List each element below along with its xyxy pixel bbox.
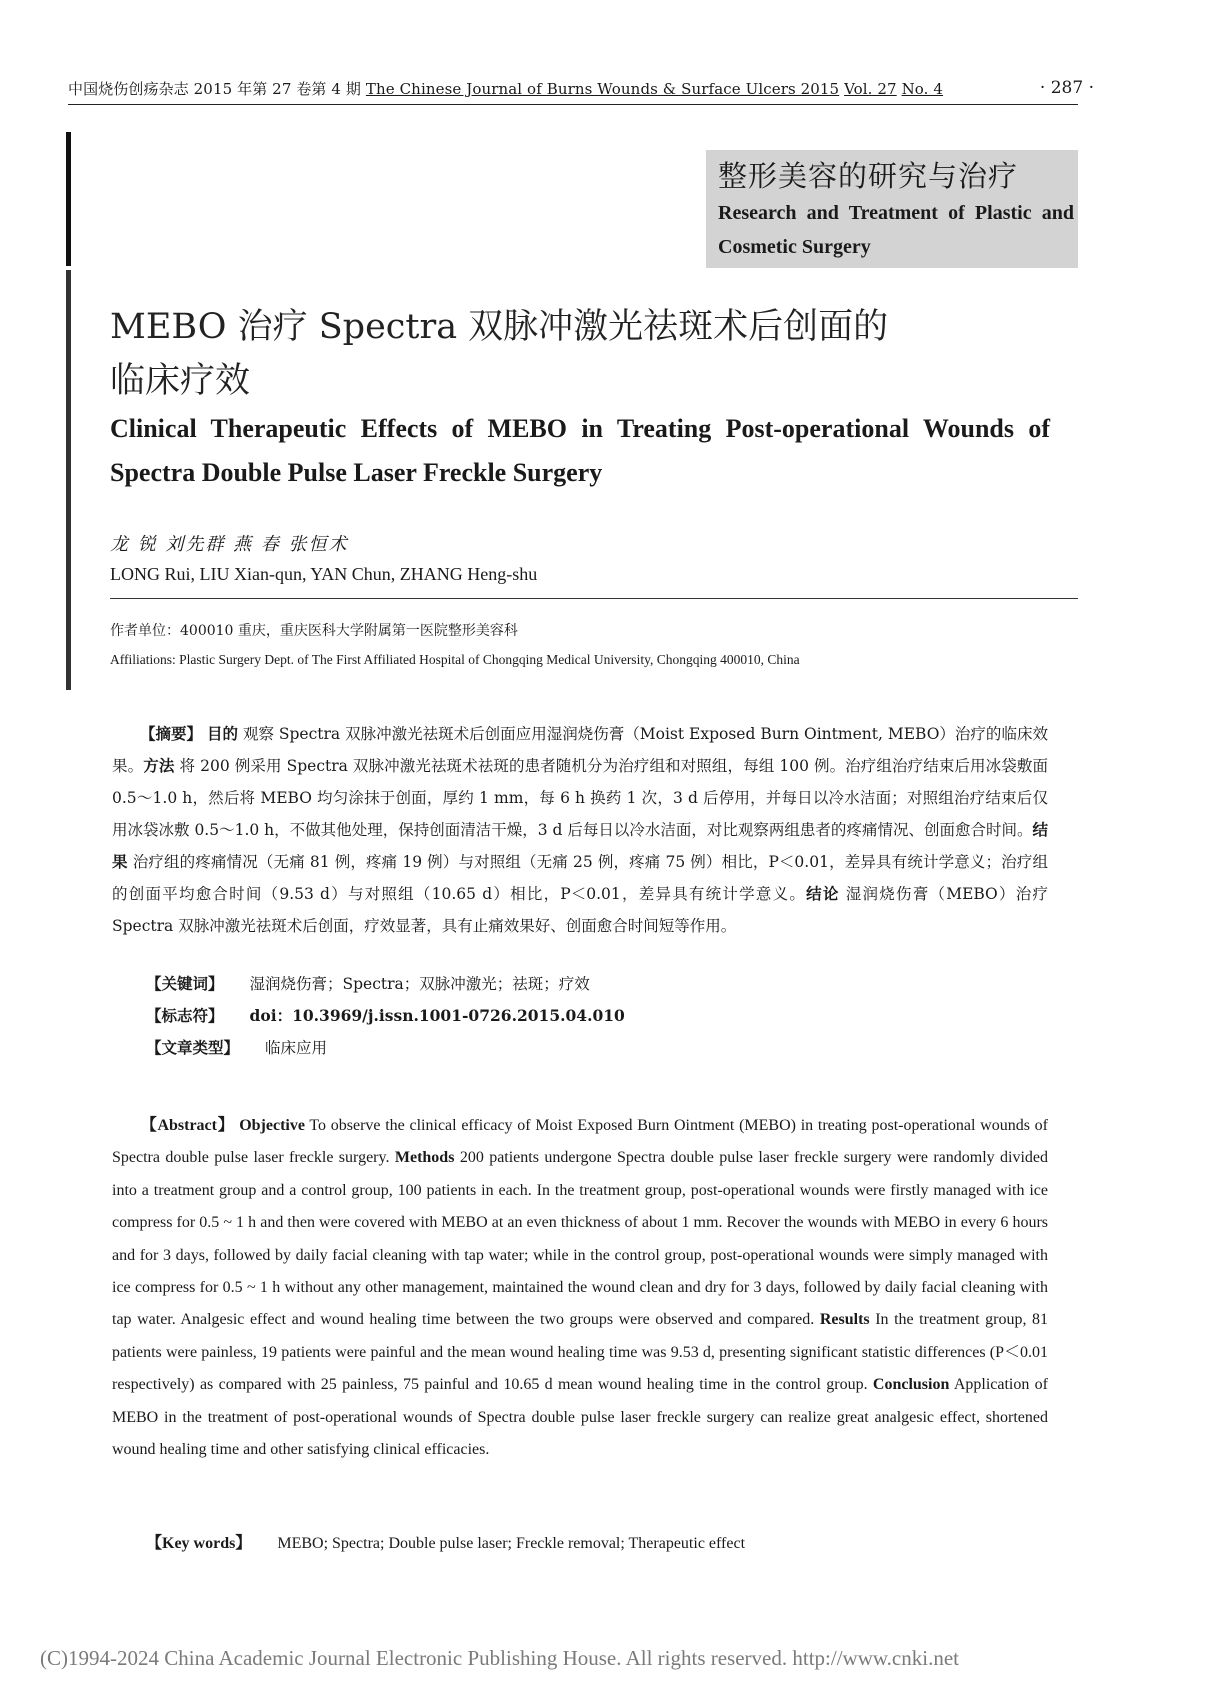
column-title-cn: 整形美容的研究与治疗 <box>718 159 1019 193</box>
abstract-en-conclusion-label: Conclusion <box>872 1376 950 1394</box>
copyright-footer: (C)1994-2024 China Academic Journal Electronic Publishing House. All rights reserved. http://www.cnki.net <box>40 1646 959 1670</box>
abstract-en-label: 【Abstract】 <box>140 1117 235 1134</box>
abstract-cn-objective: 观察 Spectra 双脉冲激光祛斑术后创面应用湿润烧伤膏（Moist Exposed Burn Ointment, MEBO）治疗的临床效果。 <box>112 725 1048 775</box>
abstract-cn-conclusion-label: 结论 <box>806 884 840 903</box>
journal-cn: 中国烧伤创疡杂志 2015 年第 27 卷第 4 期 <box>68 80 362 98</box>
journal-en: The Chinese Journal of Burns Wounds & Surface Ulcers 2015 <box>365 80 840 98</box>
abstract-en-conclusion: Application of MEBO in the treatment of post-operational wounds of Spectra double pulse laser freckle surgery can realize great analgesic effect, shortened wound healing time and other satisfying clinical efficacies. <box>112 1376 1048 1459</box>
article-type-row <box>146 1036 327 1058</box>
identifier-row <box>146 1004 625 1026</box>
abstract-en-objective: To observe the clinical efficacy of Moist Exposed Burn Ointment (MEBO) in treating post-operational wounds of Spectra double pulse laser freckle surgery. <box>112 1117 1049 1167</box>
abstract-en-objective-label: Objective <box>239 1117 305 1134</box>
article-title-en: Clinical Therapeutic Effects of MEBO in Treating Post-operational Wounds of Spectra Double Pulse Laser Freckle Surgery <box>110 414 1050 487</box>
keywords-cn-row <box>146 972 590 994</box>
affiliation-cn: 作者单位：400010 重庆，重庆医科大学附属第一医院整形美容科 <box>110 623 518 639</box>
header-rule <box>68 104 1078 105</box>
article-type: 临床应用 <box>265 1039 328 1057</box>
keywords-cn-label: 【关键词】 <box>146 974 224 993</box>
article-title-cn-line1: MEBO 治疗 Spectra 双脉冲激光祛斑术后创面的 <box>110 307 889 347</box>
keywords-cn: 湿润烧伤膏；Spectra；双脉冲激光；祛斑；疗效 <box>249 975 590 993</box>
journal-vol: Vol. 27 <box>844 80 897 98</box>
abstract-en <box>112 1110 1048 1466</box>
abstract-en-results: In the treatment group, 81 patients were painless, 19 patients were painful and the mean wound healing time was 9.53 d, presenting significant statistic differences (P＜0.01 respectively) as compared with 25 painless, 75 painful and 10.65 d mean wound healing time in the control group. <box>112 1311 1049 1394</box>
abstract-cn-results-label: 结果 <box>112 820 1048 871</box>
article-type-label: 【文章类型】 <box>146 1038 240 1057</box>
authors-en: LONG Rui, LIU Xian-qun, YAN Chun, ZHANG Heng-shu <box>110 564 538 584</box>
abstract-cn <box>112 718 1048 942</box>
affiliation-en: Affiliations: Plastic Surgery Dept. of The First Affiliated Hospital of Chongqing Medical University, Chongqing 400010, China <box>110 652 800 667</box>
article-title-cn-line2: 临床疗效 <box>110 361 251 401</box>
doi-identifier: doi：10.3969/j.issn.1001-0726.2015.04.010 <box>249 1006 625 1025</box>
abstract-cn-conclusion: 湿润烧伤膏（MEBO）治疗 Spectra 双脉冲激光祛斑术后创面，疗效显著，具有止痛效果好、创面愈合时间短等作用。 <box>112 885 1048 935</box>
abstract-en-methods-label: Methods <box>394 1149 455 1167</box>
left-accent-bar-top <box>66 132 71 266</box>
keywords-en: MEBO; Spectra; Double pulse laser; Freckle removal; Therapeutic effect <box>277 1535 746 1552</box>
abstract-cn-results: 治疗组的疼痛情况（无痛 81 例，疼痛 19 例）与对照组（无痛 25 例，疼痛 75 例）相比，P＜0.01，差异具有统计学意义；治疗组的创面平均愈合时间（9.53 d）与对照组（10.65 d）相比，P＜0.01，差异具有统计学意义。 <box>112 853 1048 903</box>
abstract-en-methods: 200 patients undergone Spectra double pulse laser freckle surgery were randomly divided into a treatment group and a control group, 100 patients in each. In the treatment group, post-operational wounds were firstly managed with ice compress for 0.5 ~ 1 h and then were covered with MEBO at an even thickness of about 1 mm. Recover the wounds with MEBO in every 6 hours and for 3 days, followed by daily facial cleaning with tap water; while in the control group, post-operational wounds were simply managed with ice compress for 0.5 ~ 1 h without any other management, maintained the wound clean and dry for 3 days, followed by daily facial cleaning with tap water. Analgesic effect and wound healing time between the two groups were observed and compared. <box>112 1149 1049 1329</box>
journal-no: No. 4 <box>901 80 944 98</box>
identifier-label: 【标志符】 <box>146 1006 224 1025</box>
abstract-cn-methods-label: 方法 <box>143 756 175 775</box>
abstract-en-results-label: Results <box>819 1311 870 1329</box>
abstract-cn-label: 【摘要】 <box>140 724 203 743</box>
page-number: · 287 · <box>1039 78 1094 98</box>
keywords-en-label: 【Key words】 <box>146 1535 252 1552</box>
article-title-cn <box>110 300 1070 408</box>
authors-cn: 龙 锐 刘先群 燕 春 张恒术 <box>110 534 349 555</box>
left-accent-bar-bottom <box>66 270 71 690</box>
abstract-cn-objective-label: 目的 <box>206 724 238 743</box>
author-rule <box>110 598 1078 599</box>
keywords-en-row <box>146 1530 745 1553</box>
running-header <box>68 78 1068 99</box>
column-title-en: Research and Treatment of Plastic and Cosmetic Surgery <box>718 202 1074 258</box>
abstract-cn-methods: 将 200 例采用 Spectra 双脉冲激光祛斑术祛斑的患者随机分为治疗组和对照组，每组 100 例。治疗组治疗结束后用冰袋敷面 0.5～1.0 h，然后将 MEBO 均匀涂抹于创面，厚约 1 mm，每 6 h 换药 1 次，3 d 后停用，并每日以冷水洁面；对照组治疗结束后仅用冰袋冰敷 0.5～1.0 h，不做其他处理，保持创面清洁干燥，3 d 后每日以冷水洁面，对比观察两组患者的疼痛情况、创面愈合时间。 <box>112 757 1048 839</box>
